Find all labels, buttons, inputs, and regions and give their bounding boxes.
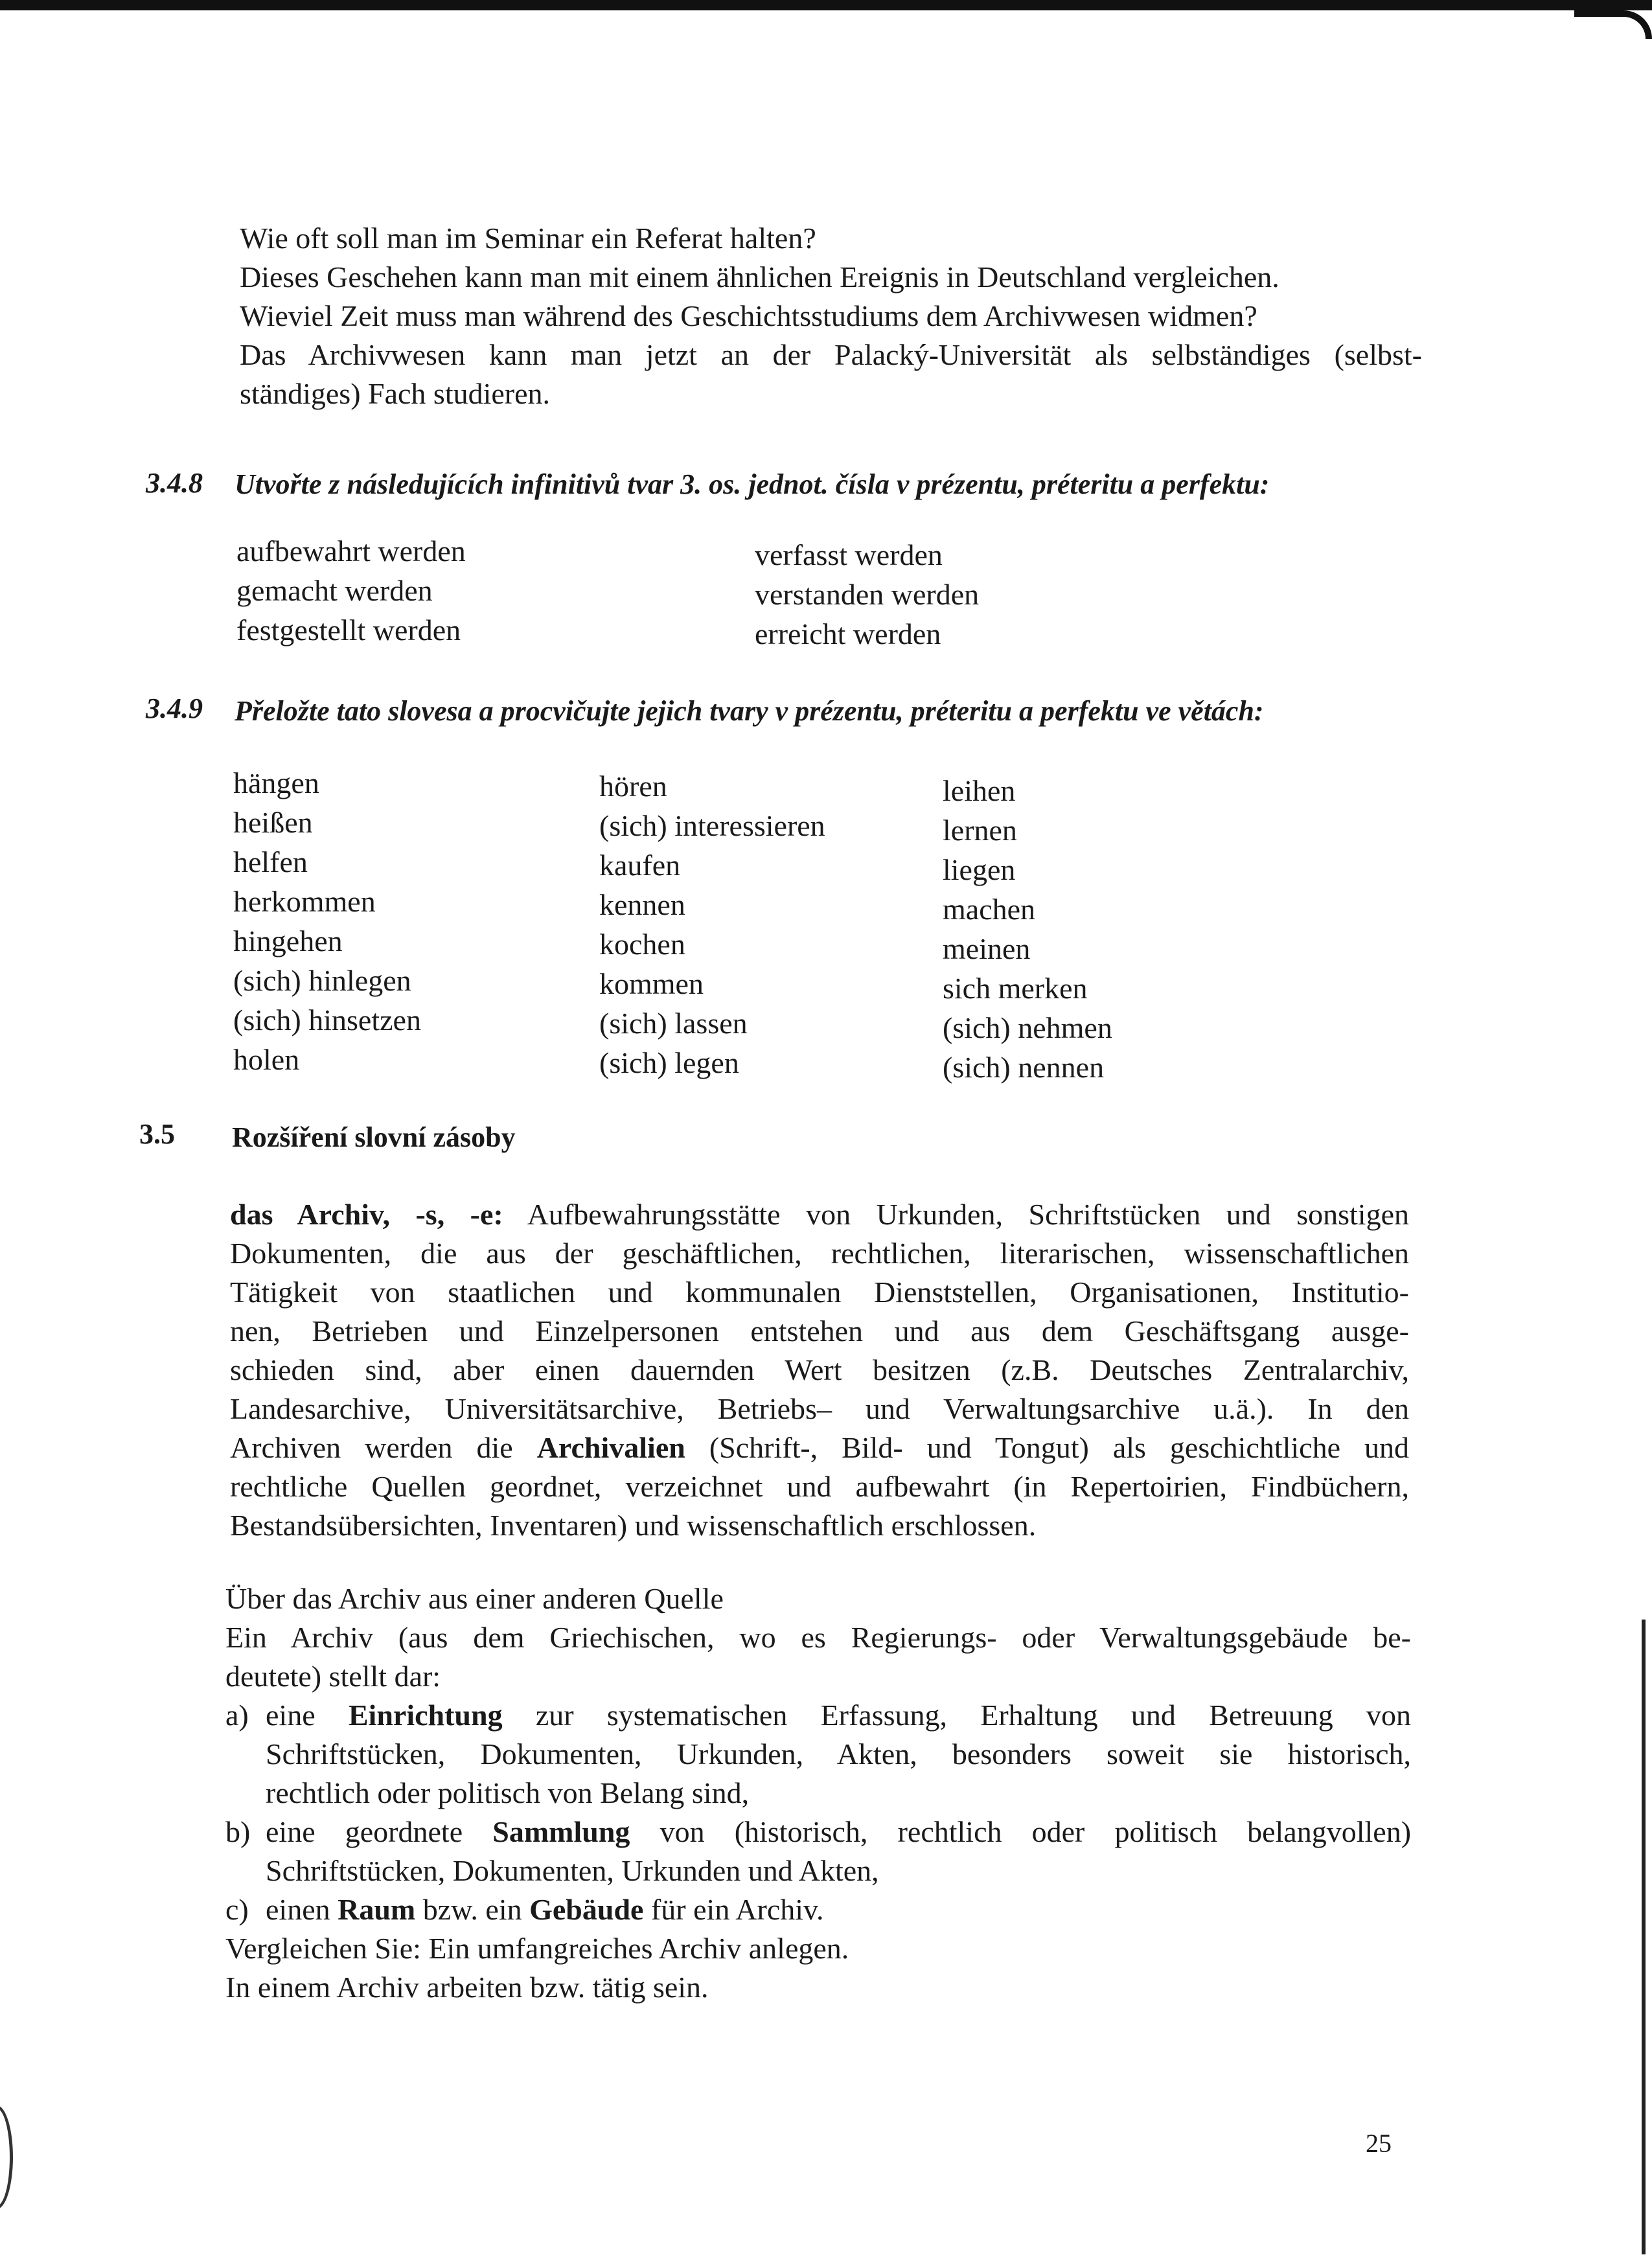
verb-item: hingehen bbox=[233, 924, 343, 957]
list-text: eine geordnete bbox=[266, 1815, 463, 1848]
other-source-heading: Über das Archiv aus einer anderen Quelle bbox=[225, 1582, 724, 1615]
list-text: von (historisch, rechtlich oder politisch belangvollen) bbox=[660, 1815, 1412, 1848]
list-body bbox=[266, 1890, 1411, 1929]
intro-line: Wie oft soll man im Seminar ein Referat halten? bbox=[240, 222, 816, 255]
definition-line: Dokumenten, die aus der geschäftlichen, rechtlichen, literarischen, wissenschaftlichen bbox=[230, 1237, 1409, 1270]
exercise-number: 3.4.8 bbox=[146, 467, 203, 499]
verb-item: (sich) interessieren bbox=[599, 809, 825, 842]
list-text: für ein Archiv. bbox=[650, 1893, 824, 1926]
verb-item: (sich) nehmen bbox=[943, 1011, 1112, 1044]
list-bold-term: Einrichtung bbox=[348, 1699, 503, 1732]
list-line: Schriftstücken, Dokumenten, Urkunden und Akten, bbox=[266, 1854, 879, 1887]
scan-right-edge bbox=[1642, 1620, 1646, 2254]
verb-item: (sich) hinlegen bbox=[233, 964, 411, 997]
definition-line: schieden sind, aber einen dauernden Wert besitzen (z.B. Deutsches Zentralarchiv, bbox=[230, 1353, 1409, 1386]
list-bold-term: Gebäude bbox=[529, 1893, 644, 1926]
exercise-instruction: Utvořte z následujících infinitivů tvar 3. os. jednot. čísla v prézentu, préteritu a perfektu: bbox=[235, 468, 1270, 500]
archiv-definition bbox=[230, 1195, 1409, 1545]
list-body bbox=[266, 1813, 1411, 1890]
list-bold-term: Raum bbox=[338, 1893, 416, 1926]
verb-item: holen bbox=[233, 1043, 300, 1076]
verb-item: kochen bbox=[599, 928, 685, 961]
compare-line: Vergleichen Sie: Ein umfangreiches Archiv anlegen. bbox=[225, 1932, 849, 1965]
definition-text: Aufbewahrungsstätte von Urkunden, Schriftstücken und sonstigen bbox=[527, 1198, 1409, 1231]
list-line: Schriftstücken, Dokumenten, Urkunden, Akten, besonders soweit sie historisch, bbox=[266, 1737, 1411, 1770]
verb-item: kaufen bbox=[599, 849, 681, 882]
verb-item: erreicht werden bbox=[755, 617, 941, 650]
definition-text: (Schrift-, Bild- und Tongut) als geschichtliche und bbox=[709, 1431, 1409, 1464]
verb-item: machen bbox=[943, 893, 1036, 926]
verb-item: verfasst werden bbox=[755, 538, 943, 571]
list-line bbox=[266, 1696, 1411, 1735]
list-line bbox=[266, 1813, 1411, 1851]
exercise-348-col1 bbox=[236, 531, 466, 650]
list-body bbox=[266, 1696, 1411, 1813]
definition-line: rechtliche Quellen geordnet, verzeichnet und aufbewahrt (in Repertoirien, Findbüchern, bbox=[230, 1470, 1409, 1503]
list-line bbox=[266, 1890, 1411, 1929]
verb-item: helfen bbox=[233, 845, 308, 878]
verb-item: (sich) hinsetzen bbox=[233, 1003, 421, 1037]
list-item-a bbox=[225, 1696, 1411, 1813]
verb-item: liegen bbox=[943, 853, 1016, 886]
list-item-b bbox=[225, 1813, 1411, 1890]
definition-line: Landesarchive, Universitätsarchive, Betriebs– und Verwaltungsarchive u.ä.). In den bbox=[230, 1392, 1409, 1425]
exercise-349-col1 bbox=[233, 763, 421, 1079]
verb-item: gemacht werden bbox=[236, 574, 433, 607]
definition-line bbox=[230, 1428, 1409, 1467]
verb-item: hängen bbox=[233, 766, 319, 799]
list-label: a) bbox=[225, 1699, 249, 1732]
section-number: 3.5 bbox=[139, 1118, 175, 1150]
definition-term: das Archiv, -s, -e: bbox=[230, 1198, 503, 1231]
verb-item: heißen bbox=[233, 806, 313, 839]
definition-line: Bestandsübersichten, Inventaren) und wissenschaftlich erschlossen. bbox=[230, 1509, 1037, 1542]
intro-line: Dieses Geschehen kann man mit einem ähnlichen Ereignis in Deutschland vergleichen. bbox=[240, 260, 1279, 293]
list-text: zur systematischen Erfassung, Erhaltung und Betreuung von bbox=[535, 1699, 1412, 1732]
other-source-line: deutete) stellt dar: bbox=[225, 1660, 441, 1693]
verb-item: festgestellt werden bbox=[236, 613, 461, 647]
exercise-349-col2 bbox=[599, 766, 825, 1082]
verb-item: verstanden werden bbox=[755, 578, 980, 611]
exercise-349-col3 bbox=[943, 771, 1112, 1087]
list-text: bzw. ein bbox=[422, 1893, 522, 1926]
section-title: Rozšíření slovní zásoby bbox=[232, 1121, 516, 1153]
scan-page-curl bbox=[1574, 10, 1652, 39]
definition-text: Archiven werden die bbox=[230, 1431, 513, 1464]
verb-item: kommen bbox=[599, 967, 704, 1000]
definition-line bbox=[230, 1195, 1409, 1234]
closing-line: In einem Archiv arbeiten bzw. tätig sein. bbox=[225, 1971, 709, 2004]
verb-item: lernen bbox=[943, 814, 1017, 847]
scan-left-arc bbox=[0, 2105, 13, 2209]
intro-line: Wieviel Zeit muss man während des Geschichtsstudiums dem Archivwesen widmen? bbox=[240, 299, 1257, 332]
verb-item: meinen bbox=[943, 932, 1031, 965]
other-source-line: Ein Archiv (aus dem Griechischen, wo es Regierungs- oder Verwaltungsgebäude be- bbox=[225, 1621, 1411, 1654]
scan-top-border bbox=[0, 0, 1652, 10]
list-bold-term: Sammlung bbox=[492, 1815, 630, 1848]
verb-item: kennen bbox=[599, 888, 685, 921]
page-number: 25 bbox=[1366, 2129, 1392, 2158]
verb-item: (sich) legen bbox=[599, 1046, 739, 1079]
list-label: b) bbox=[225, 1815, 251, 1848]
verb-item: leihen bbox=[943, 774, 1016, 807]
intro-line: ständiges) Fach studieren. bbox=[240, 377, 551, 410]
list-label: c) bbox=[225, 1893, 249, 1926]
verb-item: hören bbox=[599, 770, 667, 803]
exercise-number: 3.4.9 bbox=[146, 693, 203, 724]
list-text: eine bbox=[266, 1699, 315, 1732]
list-text: einen bbox=[266, 1893, 330, 1926]
other-source bbox=[225, 1579, 1411, 2007]
intro-line: Das Archivwesen kann man jetzt an der Palacký-Universität als selbständiges (selbst- bbox=[240, 338, 1422, 371]
verb-item: sich merken bbox=[943, 972, 1088, 1005]
exercise-instruction: Přeložte tato slovesa a procvičujte jejich tvary v prézentu, préteritu a perfektu ve větách: bbox=[235, 695, 1264, 727]
verb-item: (sich) nennen bbox=[943, 1051, 1105, 1084]
definition-line: Tätigkeit von staatlichen und kommunalen Dienststellen, Organisationen, Institutio- bbox=[230, 1276, 1409, 1309]
exercise-348-col2 bbox=[755, 535, 979, 654]
verb-item: aufbewahrt werden bbox=[236, 534, 466, 567]
intro-sentences bbox=[240, 219, 1422, 413]
list-line: rechtlich oder politisch von Belang sind, bbox=[266, 1776, 750, 1809]
definition-bold-term: Archivalien bbox=[536, 1431, 685, 1464]
definition-line: nen, Betrieben und Einzelpersonen entstehen und aus dem Geschäftsgang ausge- bbox=[230, 1314, 1409, 1347]
list-item-c bbox=[225, 1890, 1411, 1929]
verb-item: herkommen bbox=[233, 885, 376, 918]
verb-item: (sich) lassen bbox=[599, 1007, 748, 1040]
